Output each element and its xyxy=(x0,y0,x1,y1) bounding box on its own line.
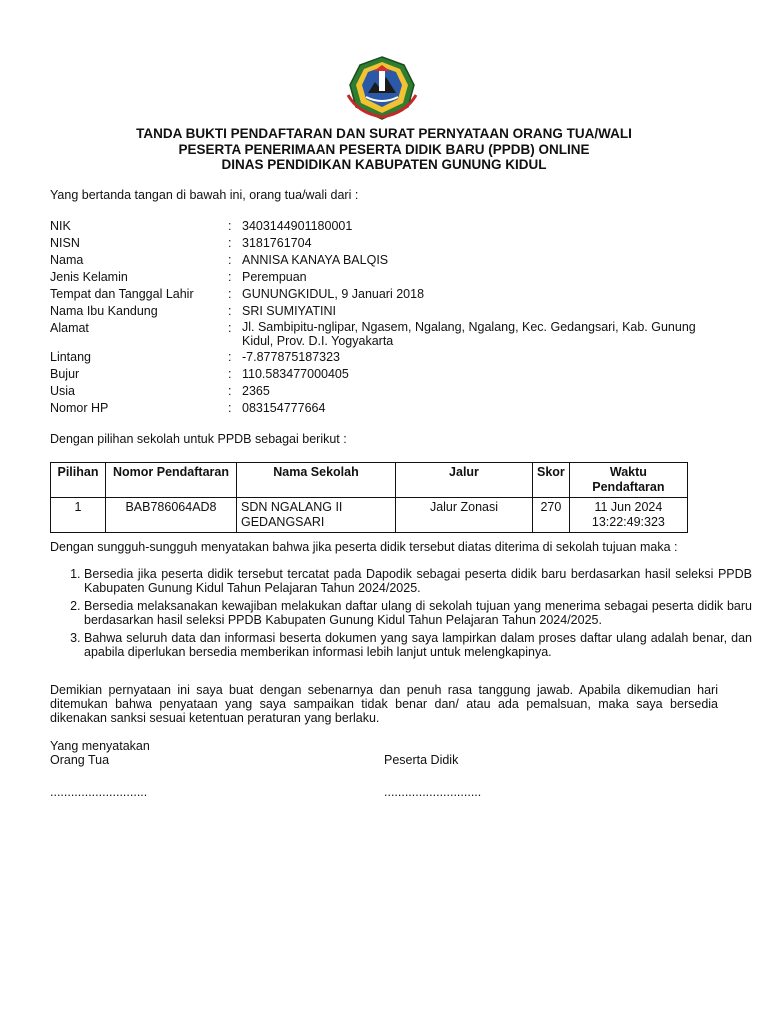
info-value: 3181761704 xyxy=(242,236,312,250)
info-label: Nama Ibu Kandung xyxy=(50,304,158,318)
info-label: Usia xyxy=(50,383,76,398)
statement-text: Dengan sungguh-sungguh menyatakan bahwa jika peserta didik tersebut diatas diterima di sekolah tujuan maka : xyxy=(50,540,678,554)
info-colon: : xyxy=(228,383,232,398)
intro-text: Yang bertanda tangan di bawah ini, orang tua/wali dari : xyxy=(50,188,359,202)
statement-point-1: 1. Bersedia jika peserta didik tersebut tercatat pada Dapodik sebagai peserta didik baru berdasarkan hasil seleksi PPDB Kabupaten Gunung Kidul Tahun Pelajaran Tahun 2024/2025. xyxy=(84,567,752,595)
info-colon: : xyxy=(228,349,232,364)
info-row-phone xyxy=(50,400,718,417)
title-line-2: PESERTA PENERIMAAN PESERTA DIDIK BARU (PPDB) ONLINE xyxy=(178,141,590,157)
student-info xyxy=(50,218,718,417)
info-colon: : xyxy=(228,287,232,301)
table-header-school-name: Nama Sekolah xyxy=(237,463,396,498)
table-row xyxy=(51,498,688,533)
table-header-row xyxy=(51,463,688,498)
info-label: Tempat dan Tanggal Lahir xyxy=(50,287,194,301)
info-value: -7.877875187323 xyxy=(242,349,341,364)
info-colon: : xyxy=(228,236,232,250)
info-colon: : xyxy=(228,253,232,267)
title-line-1: TANDA BUKTI PENDAFTARAN DAN SURAT PERNYATAAN ORANG TUA/WALI xyxy=(136,126,632,141)
parent-signature-line: ............................ xyxy=(50,785,148,799)
info-row-longitude xyxy=(50,366,718,383)
school-choice-intro: Dengan pilihan sekolah untuk PPDB sebagai berikut : xyxy=(50,432,347,446)
signature-declarer-label: Yang menyatakan xyxy=(50,739,150,753)
info-colon: : xyxy=(228,321,232,335)
info-colon: : xyxy=(228,366,232,381)
table-cell-reg-time: 11 Jun 2024 13:22:49:323 xyxy=(569,498,687,533)
info-label: Jenis Kelamin xyxy=(50,270,128,284)
info-value: 083154777664 xyxy=(242,400,326,415)
statement-point-2: 2. Bersedia melaksanakan kewajiban melakukan daftar ulang di sekolah tujuan yang menerima sebagai peserta didik baru berdasarkan hasil seleksi PPDB Kabupaten Gunung Kidul Tahun Pelajaran Tahun 2024/2025. xyxy=(84,599,752,627)
table-header-reg-time: Waktu Pendaftaran xyxy=(569,463,687,498)
info-colon: : xyxy=(228,304,232,318)
info-row-address xyxy=(50,320,718,348)
info-value: 3403144901180001 xyxy=(242,219,353,233)
info-colon: : xyxy=(228,219,232,233)
table-cell-school-name: SDN NGALANG II GEDANGSARI xyxy=(237,498,396,533)
signature-parent-label: Orang Tua xyxy=(50,753,110,767)
school-choice-table xyxy=(50,462,688,533)
info-colon: : xyxy=(228,270,232,284)
info-value: ANNISA KANAYA BALQIS xyxy=(242,253,389,267)
info-value: Perempuan xyxy=(242,270,307,284)
table-header-route: Jalur xyxy=(396,463,533,498)
table-cell-choice: 1 xyxy=(51,498,106,533)
table-cell-route: Jalur Zonasi xyxy=(396,498,533,533)
statement-point-3: 3. Bahwa seluruh data dan informasi beserta dokumen yang saya lampirkan dalam proses daftar ulang adalah benar, dan apabila diperlukan bersedia memberikan informasi lebih lanjut untuk melengkapinya. xyxy=(84,631,752,659)
info-label: Nama xyxy=(50,253,84,267)
info-label: Bujur xyxy=(50,366,80,381)
info-row-mother xyxy=(50,303,718,320)
info-label: Nomor HP xyxy=(50,400,109,415)
table-header-choice: Pilihan xyxy=(51,463,106,498)
title-line-3: DINAS PENDIDIKAN KABUPATEN GUNUNG KIDUL xyxy=(221,157,547,172)
info-label: NIK xyxy=(50,219,71,233)
info-row-gender xyxy=(50,269,718,286)
info-value: SRI SUMIYATINI xyxy=(242,304,336,318)
document-title xyxy=(50,126,718,173)
info-row-name xyxy=(50,252,718,269)
info-row-age xyxy=(50,383,718,400)
table-cell-reg-number: BAB786064AD8 xyxy=(106,498,237,533)
parent-signature-label xyxy=(50,739,150,767)
table-header-score: Skor xyxy=(533,463,570,498)
info-row-latitude xyxy=(50,349,718,366)
student-signature-label: Peserta Didik xyxy=(384,753,459,767)
info-value: 2365 xyxy=(242,383,270,398)
closing-text: Demikian pernyataan ini saya buat dengan sebenarnya dan penuh rasa tanggung jawab. Apabila dikemudian hari ditemukan bahwa penyataan yang saya sampaikan tidak benar dan/ atau ada pemalsuan, maka saya bersedia dikenakan sanksi sesuai ketentuan peraturan yang berlaku. xyxy=(50,683,718,725)
info-label: NISN xyxy=(50,236,80,250)
info-value: Jl. Sambipitu-nglipar, Ngasem, Ngalang, Ngalang, Kec. Gedangsari, Kab. Gunung Kidul, Prov. D.I. Yogyakarta xyxy=(242,320,696,348)
info-value: GUNUNGKIDUL, 9 Januari 2018 xyxy=(242,287,425,301)
statement-points xyxy=(50,567,752,663)
student-signature-line: ............................ xyxy=(384,785,482,799)
info-row-nisn xyxy=(50,235,718,252)
regency-emblem-icon xyxy=(344,55,420,121)
info-colon: : xyxy=(228,400,232,415)
info-row-birth xyxy=(50,286,718,303)
info-label: Alamat xyxy=(50,321,89,335)
info-value: 110.583477000405 xyxy=(242,366,349,381)
info-label: Lintang xyxy=(50,349,92,364)
info-row-nik xyxy=(50,218,718,235)
table-header-reg-number: Nomor Pendaftaran xyxy=(106,463,237,498)
table-cell-score: 270 xyxy=(533,498,570,533)
